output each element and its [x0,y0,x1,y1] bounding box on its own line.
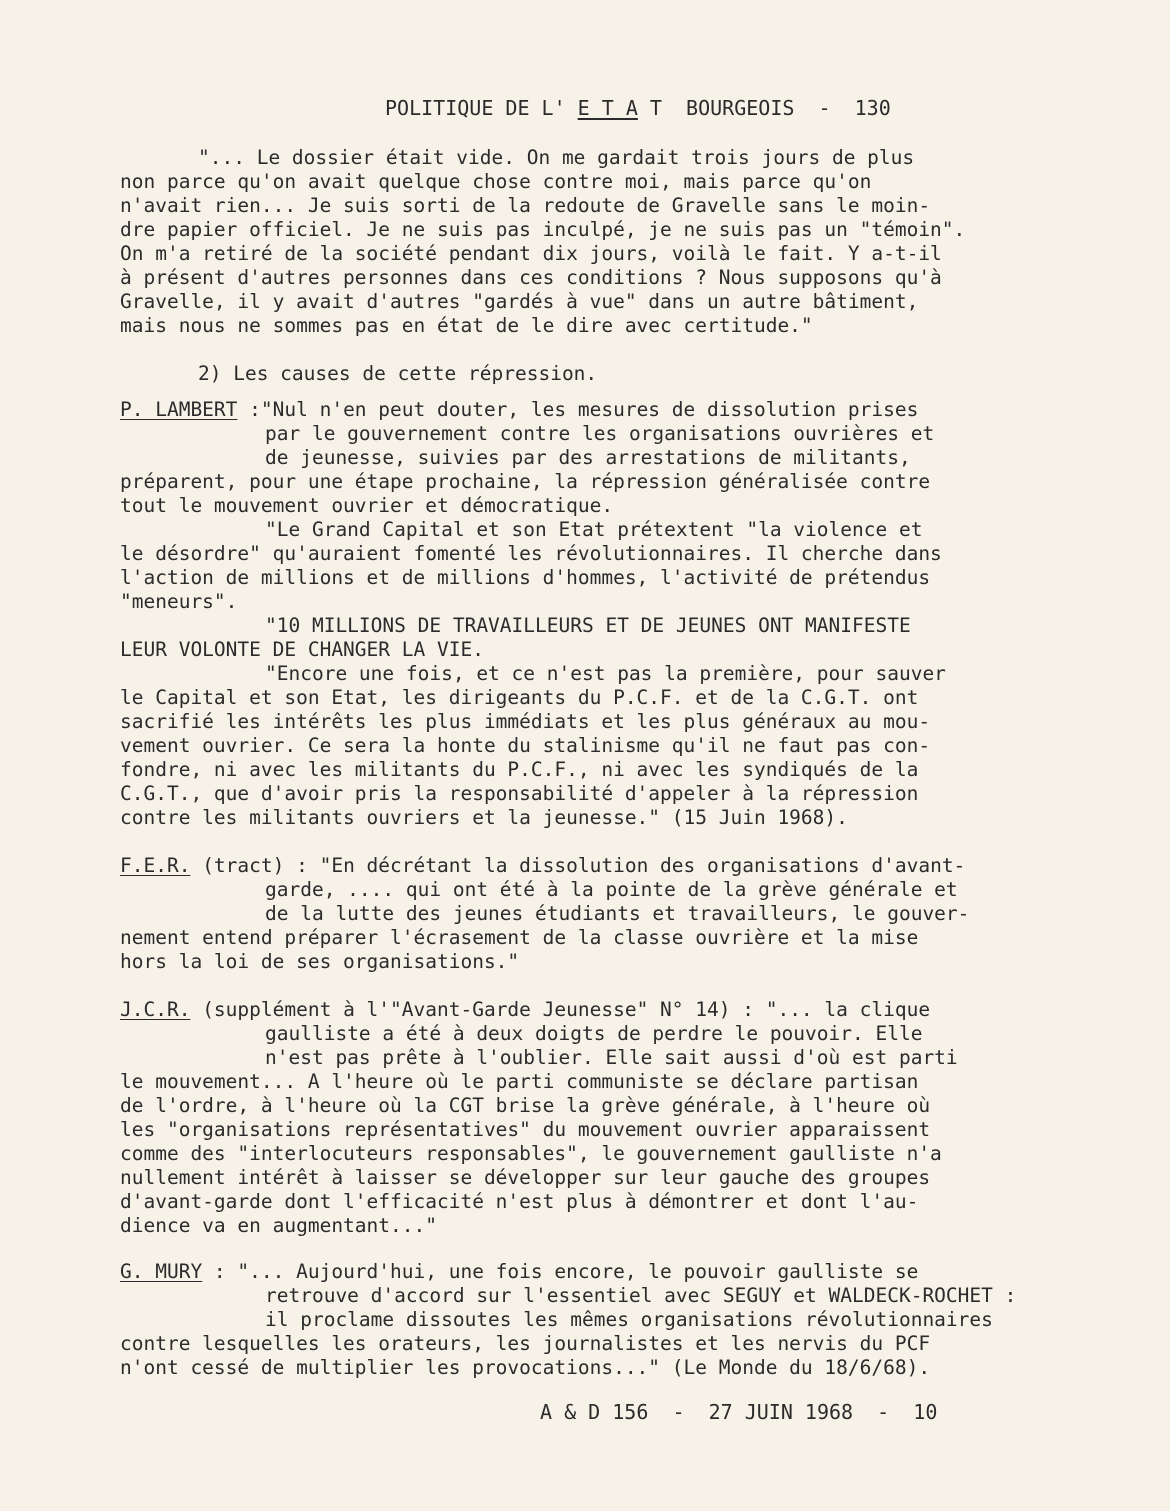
lambert-first-line: P. LAMBERT :"Nul n'en peut douter, les mesures de dissolution prises [120,398,919,421]
intro-line: Gravelle, il y avait d'autres "gardés à vue" dans un autre bâtiment, [120,290,919,313]
lambert-line: sacrifié les intérêts les plus immédiats et les plus généraux au mou- [120,710,931,733]
header-suffix: BOURGEOIS - 130 [661,96,891,120]
lambert-line: vement ouvrier. Ce sera la honte du stalinisme qu'il ne faut pas con- [120,734,931,757]
fer-line: garde, .... qui ont été à la pointe de la grève générale et [265,878,958,901]
intro-line: On m'a retiré de la société pendant dix jours, voilà le fait. Y a-t-il [120,242,942,265]
header-etat: E T A [577,96,638,120]
lambert-line: "Le Grand Capital et son Etat prétextent "la violence et [265,518,923,541]
mury-line: il proclame dissoutes les mêmes organisations révolutionnaires [265,1308,993,1331]
page-footer: A & D 156 - 27 JUIN 1968 - 10 [540,1400,938,1424]
mury-line: retrouve d'accord sur l'essentiel avec SEGUY et WALDECK-ROCHET : [265,1284,1017,1307]
mury-label: G. MURY [120,1260,203,1283]
intro-line: mais nous ne sommes pas en état de le dire avec certitude." [120,314,813,337]
page-header [385,96,891,120]
section-title: 2) Les causes de cette répression. [198,362,598,385]
jcr-label: J.C.R. [120,998,191,1021]
jcr-line: comme des "interlocuteurs responsables", le gouvernement gaulliste n'a [120,1142,942,1165]
jcr-line: nullement intérêt à laisser se développer sur leur gauche des groupes [120,1166,931,1189]
intro-line: dre papier officiel. Je ne suis pas inculpé, je ne suis pas un "témoin". [120,218,966,241]
lambert-line: fondre, ni avec les militants du P.C.F., ni avec les syndiqués de la [120,758,919,781]
jcr-first-line: J.C.R. (supplément à l'"Avant-Garde Jeunesse" N° 14) : "... la clique [120,998,931,1021]
jcr-line: n'est pas prête à l'oublier. Elle sait aussi d'où est parti [265,1046,958,1069]
jcr-line: d'avant-garde dont l'efficacité n'est plus à démontrer et dont l'au- [120,1190,919,1213]
lambert-line: le désordre" qu'auraient fomenté les révolutionnaires. Il cherche dans [120,542,942,565]
mury-line: contre lesquelles les orateurs, les journalistes et les nervis du PCF [120,1332,931,1355]
jcr-line: les "organisations représentatives" du mouvement ouvrier apparaissent [120,1118,931,1141]
header-etat-tail: T [637,96,662,120]
fer-line: hors la loi de ses organisations." [120,950,520,973]
lambert-line: tout le mouvement ouvrier et démocratique. [120,494,614,517]
intro-line: non parce qu'on avait quelque chose contre moi, mais parce qu'on [120,170,872,193]
fer-line: de la lutte des jeunes étudiants et travailleurs, le gouver- [265,902,970,925]
lambert-line: le Capital et son Etat, les dirigeants du P.C.F. et de la C.G.T. ont [120,686,919,709]
lambert-line: contre les militants ouvriers et la jeunesse." (15 Juin 1968). [120,806,848,829]
fer-first-line: F.E.R. (tract) : "En décrétant la dissolution des organisations d'avant- [120,854,966,877]
mury-line: n'ont cessé de multiplier les provocations..." (Le Monde du 18/6/68). [120,1356,931,1379]
mury-first-line: G. MURY : "... Aujourd'hui, une fois encore, le pouvoir gaulliste se [120,1260,919,1283]
lambert-line: "10 MILLIONS DE TRAVAILLEURS ET DE JEUNES ONT MANIFESTE [265,614,911,637]
intro-line: n'avait rien... Je suis sorti de la redoute de Gravelle sans le moin- [120,194,931,217]
fer-line: nement entend préparer l'écrasement de la classe ouvrière et la mise [120,926,919,949]
lambert-line: "Encore une fois, et ce n'est pas la première, pour sauver [265,662,946,685]
jcr-line: de l'ordre, à l'heure où la CGT brise la grève générale, à l'heure où [120,1094,931,1117]
lambert-label: P. LAMBERT [120,398,238,421]
lambert-line: LEUR VOLONTE DE CHANGER LA VIE. [120,638,484,661]
lambert-line: C.G.T., que d'avoir pris la responsabilité d'appeler à la répression [120,782,919,805]
fer-label: F.E.R. [120,854,191,877]
lambert-line: "meneurs". [120,590,238,613]
intro-line: à présent d'autres personnes dans ces conditions ? Nous supposons qu'à [120,266,942,289]
intro-line: "... Le dossier était vide. On me gardait trois jours de plus [198,146,915,169]
jcr-line: le mouvement... A l'heure où le parti communiste se déclare partisan [120,1070,919,1093]
jcr-line: dience va en augmentant..." [120,1214,437,1237]
header-prefix: POLITIQUE DE L' [385,96,578,120]
lambert-line: l'action de millions et de millions d'hommes, l'activité de prétendus [120,566,931,589]
jcr-line: gaulliste a été à deux doigts de perdre le pouvoir. Elle [265,1022,923,1045]
lambert-line: de jeunesse, suivies par des arrestations de militants, [265,446,911,469]
lambert-line: préparent, pour une étape prochaine, la répression généralisée contre [120,470,931,493]
lambert-line: par le gouvernement contre les organisations ouvrières et [265,422,935,445]
